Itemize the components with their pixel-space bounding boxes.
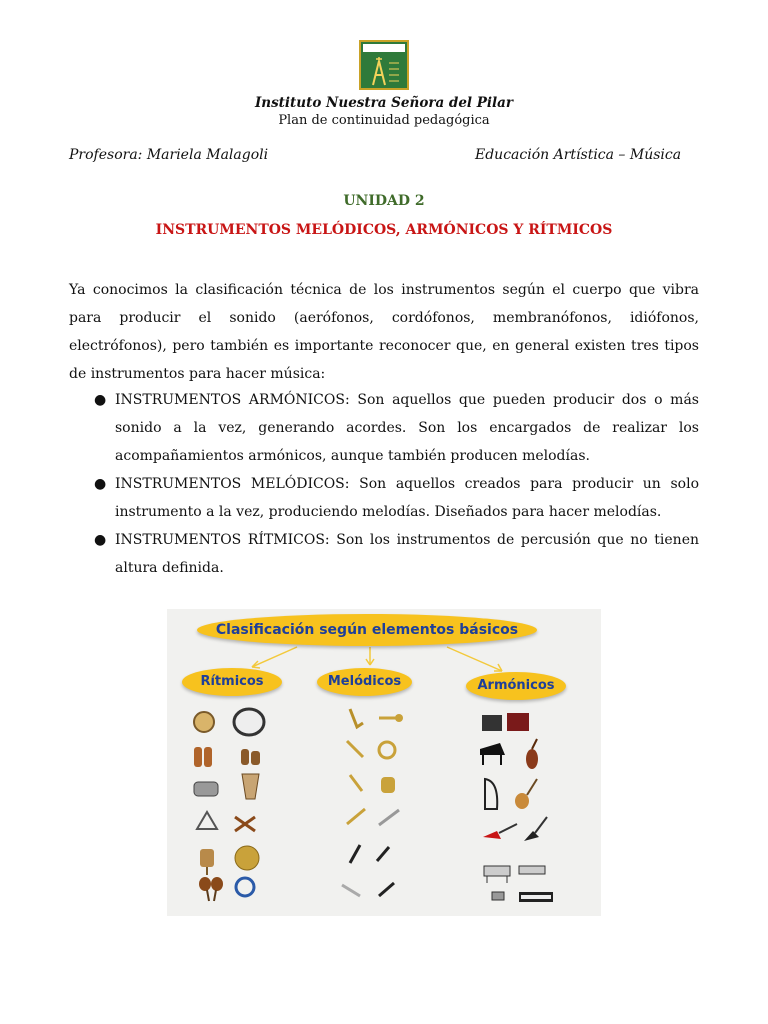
oboe-icon xyxy=(377,847,389,861)
hand-drum-icon xyxy=(242,774,259,799)
bullet-icon: ● xyxy=(94,532,107,548)
claves-icon xyxy=(235,817,255,831)
category-armonicos: Armónicos xyxy=(466,672,566,700)
school-logo xyxy=(359,40,409,90)
triangle-icon xyxy=(197,812,217,829)
instrument-illustrations xyxy=(167,609,601,916)
intro-paragraph: Ya conocimos la clasificación técnica de los instrumentos según el cuerpo que vibra para producir el sonido (aerófonos, cordófonos, membranófonos, idiófonos, electrófonos), pero también es importante reconocer que, en general existen tres tipos de instrumentos para hacer música: xyxy=(69,282,699,382)
violin-icon xyxy=(526,739,538,769)
category-melodicos: Melódicos xyxy=(317,668,412,696)
recorder-icon xyxy=(379,883,394,896)
list-item xyxy=(69,470,699,526)
unit-label: UNIDAD 2 xyxy=(343,193,425,209)
french-horn-icon xyxy=(379,742,395,758)
xylophone-icon xyxy=(519,866,545,874)
bullet-text-ritmicos: INSTRUMENTOS RÍTMICOS: Son los instrumentos de percusión que no tienen altura definida. xyxy=(115,532,699,576)
unit-title: INSTRUMENTOS MELÓDICOS, ARMÓNICOS Y RÍTMICOS xyxy=(155,222,613,238)
maracas-icon xyxy=(199,877,223,901)
bongos-icon xyxy=(241,749,260,765)
congas-icon xyxy=(194,747,212,767)
instrument-types-list xyxy=(69,386,699,582)
institute-name: Instituto Nuestra Señora del Pilar xyxy=(254,95,514,111)
tambourine-hand-icon xyxy=(236,878,254,896)
category-ritmicos: Rítmicos xyxy=(182,668,282,696)
bullet-text-melodicos: INSTRUMENTOS MELÓDICOS: Son aquellos creados para producir un solo instrumento a la vez, produciendo melodías. Diseñados para hacer melodías. xyxy=(115,476,699,520)
subject-name: Educación Artística – Música xyxy=(475,147,682,163)
marimba-icon xyxy=(484,866,510,883)
acoustic-guitar-icon xyxy=(515,779,537,809)
teacher-name: Profesora: Mariela Malagoli xyxy=(69,147,269,163)
diagram-title: Clasificación según elementos básicos xyxy=(197,614,537,646)
flute-icon xyxy=(379,810,399,825)
tuba-icon xyxy=(381,777,395,793)
harmonica-icon xyxy=(492,892,504,900)
cymbal-icon xyxy=(235,846,259,870)
bullet-icon: ● xyxy=(94,392,107,408)
bass-drum-icon xyxy=(234,709,264,735)
bullet-text-armonicos: INSTRUMENTOS ARMÓNICOS: Son aquellos que pueden producir dos o más sonido a la vez, generando acordes. Son los encargados de realizar los acompañamientos armónicos, aunque también producen melodías. xyxy=(115,392,699,464)
electric-guitar-icon xyxy=(483,824,517,839)
clarinet-icon xyxy=(350,845,360,863)
trombone-icon xyxy=(347,741,363,757)
tambourine-icon xyxy=(194,712,214,732)
accordion-icon xyxy=(482,713,529,731)
list-item xyxy=(69,386,699,470)
cornet-icon xyxy=(350,775,362,791)
piccolo-icon xyxy=(342,885,360,896)
bullet-icon: ● xyxy=(94,476,107,492)
grand-piano-icon xyxy=(480,743,505,765)
snare-drum-icon xyxy=(194,782,218,796)
list-item xyxy=(69,526,699,582)
classification-diagram xyxy=(167,609,601,916)
saxophone-icon xyxy=(350,709,363,727)
bass-guitar-icon xyxy=(524,817,547,841)
flugelhorn-icon xyxy=(347,809,365,824)
plan-subtitle: Plan de continuidad pedagógica xyxy=(278,113,490,128)
guiro-icon xyxy=(200,849,214,875)
trumpet-icon xyxy=(379,714,403,722)
harp-icon xyxy=(485,779,497,809)
keyboard-icon xyxy=(519,892,553,902)
